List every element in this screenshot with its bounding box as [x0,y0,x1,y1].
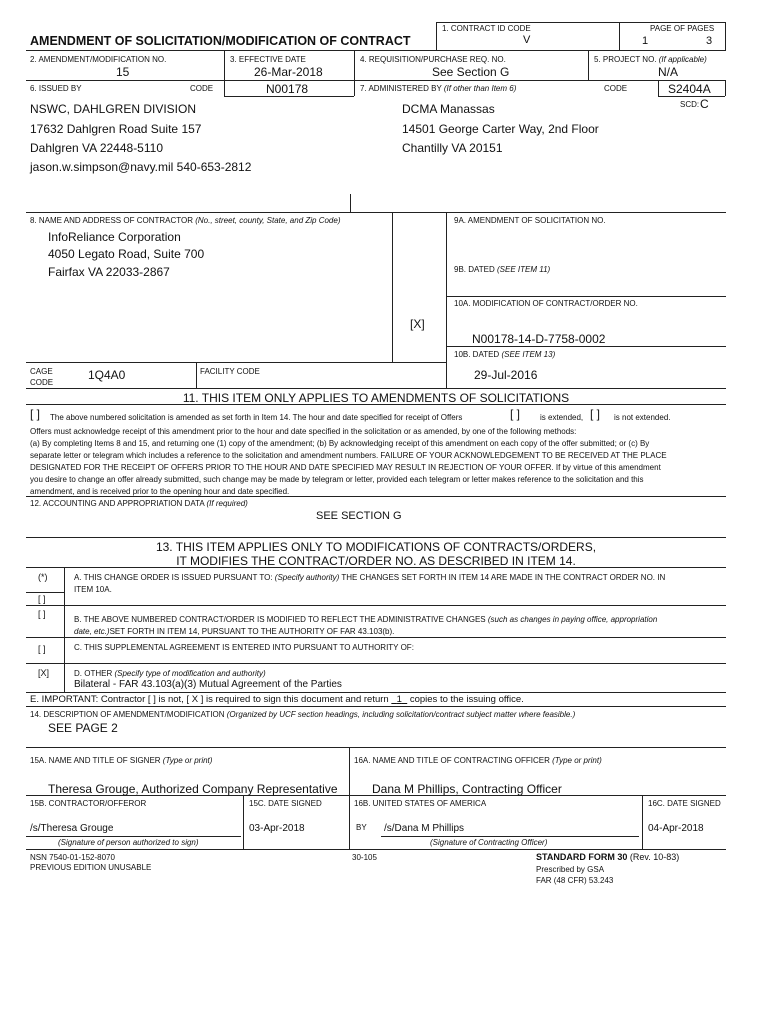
officer-date-label: 16C. DATE SIGNED [648,799,721,808]
page-of-pages-label: PAGE OF PAGES [650,24,715,33]
signer-name-label: 15A. NAME AND TITLE OF SIGNER (Type or print) [30,756,213,765]
item-13-heading-1: 13. THIS ITEM APPLIES ONLY TO MODIFICATIONS OF CONTRACTS/ORDERS, [155,540,597,554]
cage-code-value: 1Q4A0 [88,368,126,382]
scd-value: C [700,97,709,111]
copies-count: 1 [396,694,402,705]
amendment-no-label: 2. AMENDMENT/MODIFICATION NO. [30,55,167,64]
contractor-line-2: 4050 Legato Road, Suite 700 [48,247,205,261]
dated-10b-value: 29-Jul-2016 [474,368,538,382]
administered-by-label: 7. ADMINISTERED BY (If other than Item 6) [360,84,517,93]
item-13c-mark[interactable]: [ ] [38,644,46,654]
dated-10b-label: 10B. DATED (SEE ITEM 13) [454,350,556,359]
officer-signature-caption: (Signature of Contracting Officer) [430,838,548,847]
signer-name-value: Theresa Grouge, Authorized Company Representative [48,782,338,796]
offer-checkbox-amended[interactable]: [ ] [30,407,41,421]
item-11-line-a: The above numbered solicitation is amended as set forth in Item 14. The hour and date specified for receipt of Offers [50,413,463,422]
far-reference: FAR (48 CFR) 53.243 [536,876,614,885]
item-11-line-b: is extended, [540,413,584,422]
officer-date-value: 04-Apr-2018 [648,823,704,834]
contractor-label: 8. NAME AND ADDRESS OF CONTRACTOR (No., street, county, State, and Zip Code) [30,216,341,225]
facility-code-label: FACILITY CODE [200,367,260,376]
previous-edition-note: PREVIOUS EDITION UNUSABLE [30,863,152,872]
form-title: AMENDMENT OF SOLICITATION/MODIFICATION OF CONTRACT [30,34,411,48]
important-notice: E. IMPORTANT: Contractor [ ] is not, [ X ] is required to sign this document and return 1 copies to the issuing office. [30,694,524,705]
admin-code-value: S2404A [668,82,711,96]
offer-checkbox-not-extended[interactable]: [ ] [590,407,601,421]
contracting-officer-label: 16A. NAME AND TITLE OF CONTRACTING OFFICER (Type or print) [354,756,602,765]
contractor-date-value: 03-Apr-2018 [249,823,305,834]
item-11-para-2: (a) By completing Items 8 and 15, and returning one (1) copy of the amendment; (b) By acknowledging receipt of this amendment on each copy of the offer submitted; or (c) By [30,439,650,448]
prescribed-by: Prescribed by GSA [536,865,605,874]
effective-date-value: 26-Mar-2018 [254,65,323,79]
amendment-no-value: 15 [116,65,130,79]
contractor-signature: /s/Theresa Grouge [30,823,114,834]
issued-line-3: Dahlgren VA 22448-5110 [30,141,163,155]
item-13d-mark[interactable]: [X] [38,668,50,678]
contractor-signature-caption: (Signature of person authorized to sign) [58,838,199,847]
issued-line-2: 17632 Dahlgren Road Suite 157 [30,122,202,136]
contract-id-label: 1. CONTRACT ID CODE [442,24,531,33]
issued-by-label: 6. ISSUED BY [30,84,82,93]
contracting-officer-value: Dana M Phillips, Contracting Officer [372,782,562,796]
description-label: 14. DESCRIPTION OF AMENDMENT/MODIFICATION (Organized by UCF section headings, including solicitation/contract subject matter where feasible.) [30,710,576,719]
issued-line-4: jason.w.simpson@navy.mil 540-653-2812 [30,160,252,174]
accounting-data-value: SEE SECTION G [316,510,402,522]
item-11-heading: 11. THIS ITEM ONLY APPLIES TO AMENDMENTS OF SOLICITATIONS [182,391,570,405]
by-label: BY [356,823,367,832]
admin-line-3: Chantilly VA 20151 [402,141,503,155]
requisition-label: 4. REQUISITION/PURCHASE REQ. NO. [360,55,506,64]
description-value: SEE PAGE 2 [48,721,118,735]
amendment-solicitation-label: 9A. AMENDMENT OF SOLICITATION NO. [454,216,606,225]
contractor-line-3: Fairfax VA 22033-2867 [48,265,170,279]
item-11-line-c: is not extended. [614,413,671,422]
item-13b-mark[interactable]: [ ] [38,609,46,619]
issued-code-value: N00178 [266,82,309,96]
offer-checkbox-extended[interactable]: [ ] [510,407,521,421]
scd-label: SCD: [680,100,700,109]
item-13c-text: C. THIS SUPPLEMENTAL AGREEMENT IS ENTERED INTO PURSUANT TO AUTHORITY OF: [74,643,414,652]
usa-label: 16B. UNITED STATES OF AMERICA [354,799,487,808]
issued-line-1: NSWC, DAHLGREN DIVISION [30,102,197,116]
effective-date-label: 3. EFFECTIVE DATE [230,55,306,64]
item-11-para-5: you desire to change an offer already submitted, such change may be made by telegram or letter, provided each telegram or letter makes reference to the solicitation and this [30,475,644,484]
cage-label-2: CODE [30,378,54,387]
admin-line-1: DCMA Manassas [402,102,495,116]
item-13b-text: B. THE ABOVE NUMBERED CONTRACT/ORDER IS MODIFIED TO REFLECT THE ADMINISTRATIVE CHANGES (such as changes in paying office, appropriation [74,615,658,624]
page-number: 1 [642,35,649,47]
admin-line-2: 14501 George Carter Way, 2nd Floor [402,122,599,136]
standard-form-label: STANDARD FORM 30 (Rev. 10-83) [536,852,680,862]
dated-9b-label: 9B. DATED (SEE ITEM 11) [454,265,551,274]
project-no-label: 5. PROJECT NO. (If applicable) [594,55,707,64]
issued-code-label: CODE [190,84,214,93]
item-13b-text-2: date, etc.)SET FORTH IN ITEM 14, PURSUANT TO THE AUTHORITY OF FAR 43.103(b). [74,627,395,636]
modification-order-label: 10A. MODIFICATION OF CONTRACT/ORDER NO. [454,299,638,308]
contract-id-value: V [523,34,531,46]
project-no-value: N/A [658,65,679,79]
accounting-data-label: 12. ACCOUNTING AND APPROPRIATION DATA (If required) [30,499,248,508]
item-13-blank-mark[interactable]: [ ] [38,594,46,604]
item-11-para-6: amendment, and is received prior to the opening hour and date specified. [30,487,290,496]
item-11-para-3: separate letter or telegram which includes a reference to the solicitation and amendment numbers. FAILURE OF YOUR ACKNOWLEDGEMENT TO BE RECEIVED AT THE PLACE [30,451,667,460]
contractor-date-label: 15C. DATE SIGNED [249,799,322,808]
form-code: 30-105 [352,853,377,862]
item-13d-text: D. OTHER (Specify type of modification and authority) [74,669,266,678]
contractor-line-1: InfoReliance Corporation [48,230,181,244]
officer-signature: /s/Dana M Phillips [384,823,465,834]
item-13a-mark[interactable]: (*) [38,572,48,582]
total-pages: 3 [706,35,713,47]
item-13-heading-2: IT MODIFIES THE CONTRACT/ORDER NO. AS DESCRIBED IN ITEM 14. [176,554,576,568]
contractor-offeror-label: 15B. CONTRACTOR/OFFEROR [30,799,147,808]
item-13d-value: Bilateral - FAR 43.103(a)(3) Mutual Agreement of the Parties [74,679,342,690]
admin-code-label: CODE [604,84,628,93]
item-13a-text: A. THIS CHANGE ORDER IS ISSUED PURSUANT TO: (Specify authority) THE CHANGES SET FORTH IN ITEM 14 ARE MADE IN THE CONTRACT ORDER NO. IN [74,573,666,582]
modification-order-value: N00178-14-D-7758-0002 [472,332,606,346]
cage-label-1: CAGE [30,367,53,376]
item-11-para-1: Offers must acknowledge receipt of this amendment prior to the hour and date specified in the solicitation or as amended, by one of the following methods: [30,427,577,436]
requisition-value: See Section G [432,65,510,79]
item-10-mark: [X] [410,317,425,331]
item-11-para-4: DESIGNATED FOR THE RECEIPT OF OFFERS PRIOR TO THE HOUR AND DATE SPECIFIED MAY RESULT IN REJECTION OF YOUR OFFER. If by virtue of this amendment [30,463,661,472]
item-13a-text-2: ITEM 10A. [74,585,112,594]
nsn-number: NSN 7540-01-152-8070 [30,853,115,862]
